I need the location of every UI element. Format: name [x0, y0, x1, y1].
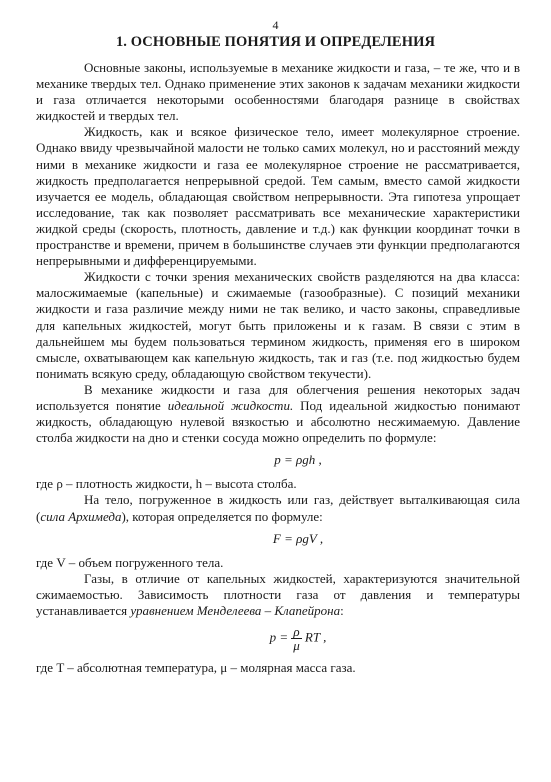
- paragraph-5-text-a: На тело, погруженное в жидкость или газ, действует выталкивающая сила (: [36, 492, 520, 524]
- paragraph-3: Жидкости с точки зрения механических свойств разделяются на два класса: малосжимаемые (капельные) и сжимаемые (газообразные). С позиций механики жидкости и газа различие между ними не так велико, и часто законы, справедливые для капельных жидкостей, могут быть приложены и к газам. В связи с этим в дальнейшем мы будем пользоваться термином жидкость, применяя его в широком смысле, охватывающем как капельную жидкость, так и газ (т.е. под жидкостью будем понимать всякую среду, обладающую свойством текучести).: [36, 269, 520, 381]
- formula-pressure: p = ρgh ,: [274, 452, 322, 468]
- paragraph-5-emphasis: сила Архимеда: [40, 508, 122, 524]
- where-clause-2: где V – объем погруженного тела.: [36, 554, 224, 570]
- paragraph-5-text-b: ), которая определяется по формуле:: [121, 508, 323, 524]
- paragraph-4-text-b: Под идеальной жидкостью понимают жидкость, обладающую нулевой вязкостью и абсолютно несжимаемую. Давление столба жидкости на дно и стенки сосуда можно определить по формуле:: [36, 397, 521, 446]
- paragraph-2: Жидкость, как и всякое физическое тело, имеет молекулярное строение. Однако ввиду чрезвычайной малости не только самих молекул, но и расстояний между ними в механике жидкости и газа ее молекулярное строение не рассматривается, жидкость предполагается непрерывной средой. Тем самым, вместо самой жидкости изучается ее модель, обладающая свойством непрерывности. Эта гипотеза упрощает исследование, так как позволяет рассматривать все механические характеристики жидкой среды (скорость, плотность, давление и т.д.) как функции координат точки в пространстве и времени, причем в большинстве случаев эти функции предполагаются непрерывными и дифференцируемыми.: [36, 124, 520, 269]
- paragraph-6-emphasis: уравнением Менделеева – Клапейрона: [130, 603, 341, 618]
- where-clause-1: где ρ – плотность жидкости, h – высота столба.: [36, 476, 297, 492]
- paragraph-1: Основные законы, используемые в механике жидкости и газа, – те же, что и в механике твердых тел. Однако применение этих законов к задачам механики жидкости и газа отличается некоторыми особенностями благодаря разнице в свойствах жидкостей и твердых тел.: [36, 60, 520, 124]
- fraction-numerator: ρ: [293, 624, 300, 640]
- paragraph-6-text-a: Газы, в отличие от капельных жидкостей, характеризуются значительной сжимаемостью. Зависимость плотности газа от давления и температуры устанавливается: [36, 570, 520, 618]
- paragraph-6-text-b: :: [340, 603, 344, 618]
- formula-clapeyron: [36, 625, 520, 652]
- paragraph-4-emphasis: идеальной жидкости.: [167, 397, 294, 413]
- formula-clapeyron-right: RT ,: [304, 629, 327, 645]
- formula-archimedes: F = ρgV ,: [272, 530, 324, 546]
- fraction-denominator: μ: [293, 638, 300, 654]
- paragraph-5: [36, 492, 520, 524]
- paragraph-4-text-a: В механике жидкости и газа для облегчения решения некоторых задач используется понятие: [36, 381, 520, 413]
- paragraph-4: [36, 382, 520, 446]
- paragraph-6: [36, 571, 520, 619]
- page-number: 4: [272, 18, 279, 32]
- document-body: [36, 60, 520, 676]
- formula-clapeyron-left: p =: [269, 629, 289, 645]
- formula-fraction: [291, 625, 301, 652]
- section-title: 1. ОСНОВНЫЕ ПОНЯТИЯ И ОПРЕДЕЛЕНИЯ: [115, 34, 436, 50]
- where-clause-3: где T – абсолютная температура, μ – молярная масса газа.: [36, 660, 356, 676]
